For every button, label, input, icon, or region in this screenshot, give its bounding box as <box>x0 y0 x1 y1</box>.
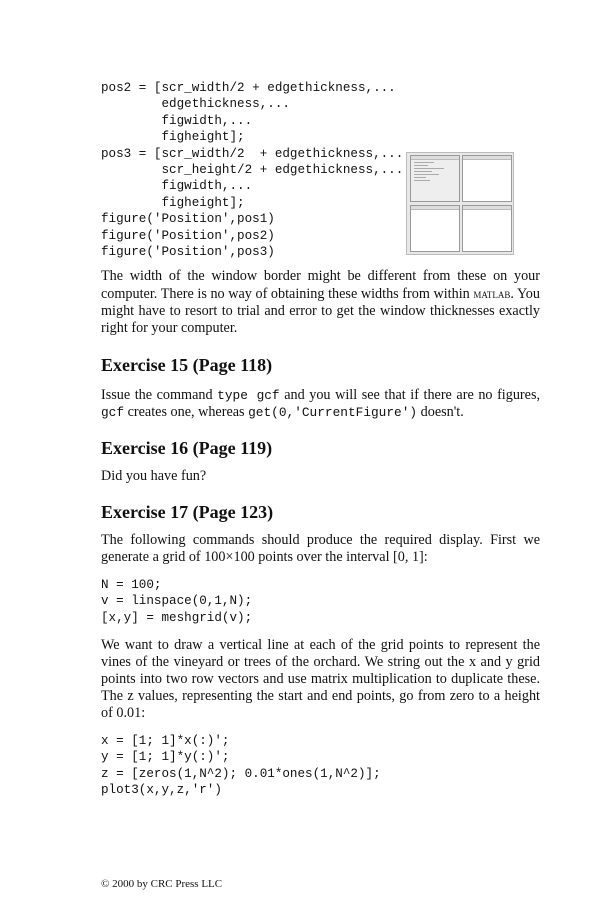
heading-exercise-16: Exercise 16 (Page 119) <box>101 438 273 458</box>
inline-code: get(0,'CurrentFigure') <box>248 405 418 420</box>
code-line: figheight]; <box>101 195 245 210</box>
code-line: figure('Position',pos1) <box>101 212 275 227</box>
copyright-footer: © 2000 by CRC Press LLC <box>101 878 223 890</box>
text: doesn't. <box>417 404 464 420</box>
code-line: figwidth,... <box>101 113 253 128</box>
figure-window-thumbnail <box>462 205 512 252</box>
figure-window-layout-image <box>406 152 514 255</box>
code-line: figheight]; <box>101 130 245 145</box>
code-line: z = [zeros(1,N^2); 0.01*ones(1,N^2)]; <box>101 766 381 781</box>
heading-exercise-17: Exercise 17 (Page 123) <box>101 502 274 522</box>
paragraph-exercise-17-intro: The following commands should produce the required display. First we generate a grid of 100×100 points over the interval [0, 1]: <box>101 532 540 565</box>
inline-code: type gcf <box>217 388 280 403</box>
paragraph-exercise-16: Did you have fun? <box>101 468 207 484</box>
code-line: edgethickness,... <box>101 97 290 112</box>
code-block-plot3 <box>101 733 540 799</box>
code-line: [x,y] = meshgrid(v); <box>101 610 253 625</box>
code-line: figure('Position',pos3) <box>101 245 275 260</box>
paragraph-window-border <box>101 268 540 337</box>
paragraph-exercise-17-explanation: We want to draw a vertical line at each of the grid points to represent the vines of the vineyard or trees of the orchard. We string out the x and y grid points into two row vectors and use matrix multiplication to duplicate these. The z values, representing the start and end points, go from zero to a height of 0.01: <box>101 637 540 721</box>
code-line: y = [1; 1]*y(:)'; <box>101 750 230 765</box>
text: Issue the command <box>101 387 218 403</box>
figure-window-thumbnail <box>410 205 460 252</box>
code-line: figure('Position',pos2) <box>101 228 275 243</box>
code-line: x = [1; 1]*x(:)'; <box>101 734 230 748</box>
figure-window-thumbnail <box>462 155 512 202</box>
heading-exercise-15: Exercise 15 (Page 118) <box>101 355 273 375</box>
code-block-meshgrid <box>101 577 540 626</box>
text: creates one, whereas <box>124 404 249 420</box>
inline-code: gcf <box>101 405 125 420</box>
command-window-thumbnail <box>410 155 460 202</box>
code-line: v = linspace(0,1,N); <box>101 594 253 609</box>
code-line: figwidth,... <box>101 179 253 194</box>
text: . You might have to resort to trial and error to get the window thicknesses exactly right for your computer. <box>101 286 540 336</box>
code-line: pos3 = [scr_width/2 + edgethickness,... <box>101 146 404 161</box>
text: and you will see that if there are no figures, <box>279 387 541 403</box>
code-line: plot3(x,y,z,'r') <box>101 783 222 798</box>
text: The width of the window border might be different from these on your computer. There is no way of obtaining these widths from within <box>101 268 540 302</box>
code-line: pos2 = [scr_width/2 + edgethickness,... <box>101 81 396 95</box>
matlab-smallcaps: matlab <box>473 286 511 301</box>
code-line: scr_height/2 + edgethickness,... <box>101 163 404 178</box>
paragraph-exercise-15 <box>101 387 540 421</box>
code-line: N = 100; <box>101 578 162 592</box>
